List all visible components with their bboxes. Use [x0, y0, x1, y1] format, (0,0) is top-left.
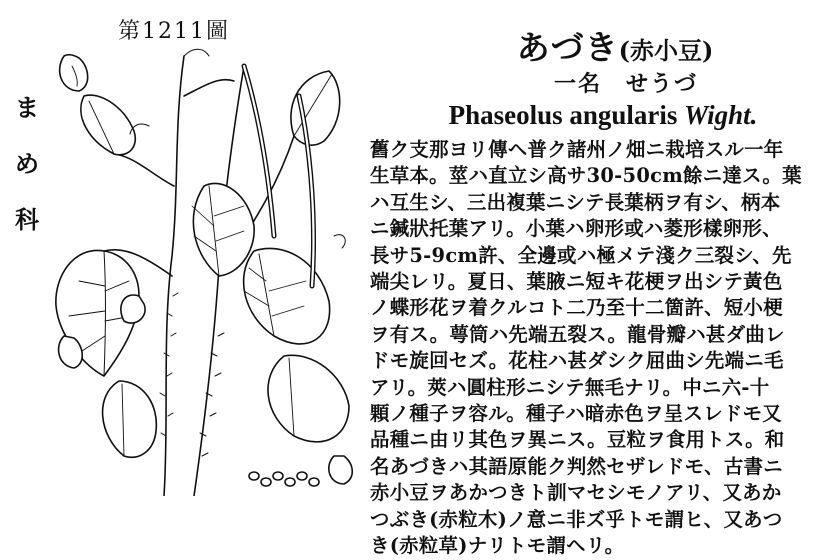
adzuki-bean-illustration: [44, 36, 374, 496]
body-line: アリ。莢ハ圓柱形ニシテ無毛ナリ。中ニ六-十: [370, 375, 770, 399]
family-char-2: め: [15, 149, 39, 178]
entry-alias: 一名 せうづ: [553, 71, 698, 97]
body-line: ドモ旋回セズ。花柱ハ甚ダシク屈曲シ先端ニ毛: [370, 349, 784, 373]
body-line: 赤小豆ヲあかつきト訓マセシモノアリ、又あか: [370, 481, 782, 505]
body-line: 舊ク支那ヨリ傳ヘ普ク諸州ノ畑ニ栽培スル一年: [370, 138, 784, 161]
family-char-3: 科: [15, 205, 39, 234]
body-line: ニ鍼狀托葉アリ。小葉ハ卵形或ハ菱形樣卵形、: [370, 217, 782, 241]
plant-family-label: [12, 80, 42, 248]
body-line: ハ互生シ、三出複葉ニシテ長葉柄ヲ有シ、柄本: [370, 190, 781, 214]
scientific-author: Wight.: [684, 100, 758, 130]
entry-text: [370, 22, 822, 560]
body-line: 名あづきハ其語原能ク判然セザレドモ、古書ニ: [370, 454, 783, 478]
entry-title-row: [408, 22, 822, 69]
body-line: ノ蝶形花ヲ着クルコト二乃至十二箇許、短小梗: [370, 296, 783, 320]
entry-title-kanji: (赤小豆): [618, 36, 714, 65]
body-line: 長サ5-9cm許、全邊或ハ極メテ淺ク三裂シ、先: [370, 243, 792, 267]
scientific-name: Phaseolus angularis: [448, 100, 678, 130]
body-line: き(赤粒草)ナリトモ謂ヘリ。: [370, 534, 625, 558]
family-char-1: ま: [15, 93, 39, 122]
entry-title: あづき: [516, 28, 619, 67]
body-line: つぶき(赤粒木)ノ意ニ非ズ乎トモ謂ヒ、又あつ: [370, 507, 783, 531]
body-line: 品種ニ由リ其色ヲ異ニス。豆粒ヲ食用トス。和: [370, 428, 785, 452]
body-line: 生草本。莖ハ直立シ高サ30-50cm餘ニ達ス。葉: [370, 164, 802, 188]
body-line: 顆ノ種子ヲ容ル。種子ハ暗赤色ヲ呈スレドモ又: [370, 402, 782, 426]
figure-number: 第1211圖: [118, 19, 230, 44]
body-line: ヲ有ス。萼筒ハ先端五裂ス。龍骨瓣ハ甚ダ曲レ: [370, 322, 785, 346]
body-line: 端尖レリ。夏日、葉腋ニ短キ花梗ヲ出シテ黃色: [370, 270, 783, 294]
entry-body: [370, 137, 822, 560]
scientific-name-row: [384, 100, 822, 131]
